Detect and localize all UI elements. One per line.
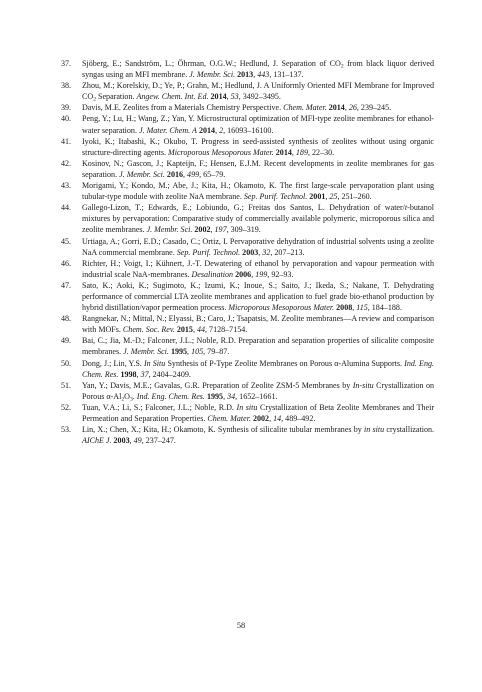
italic-segment: Sep. Purif. Technol. (243, 192, 308, 202)
reference-number: 45. (61, 236, 72, 246)
text-segment: -butanol mixtures by pervaporation: Comparative study of commercially available polymeric, microporous silica and zeolite membranes. (82, 203, 434, 235)
text-segment: Iyoki, K.; Itabashi, K.; Okubo, T. Progress in seed-assisted synthesis of zeolites without using organic structure-directing agents. (82, 136, 434, 157)
italic-segment: 37 (140, 369, 149, 379)
italic-segment: 199 (255, 269, 268, 279)
text-segment: , 309–319. (226, 225, 261, 235)
text-segment: Rangnekar, N.; Mittal, N.; Elyassi, B.; Caro, J.; Tsapatsis, M. Zeolite membranes—A review and comparison with MOFs. (82, 314, 434, 335)
year-segment: 1998 (120, 369, 137, 379)
reference-item (61, 136, 434, 158)
text-segment: Urtiaga, A.; Gorri, E.D.; Casado, C.; Ortiz, I. Pervaporative dehydration of industrial solvents using a zeolite NaA commercial membrane. (82, 236, 434, 257)
text-segment: , (325, 192, 330, 202)
text-segment: , (183, 169, 188, 179)
year-segment: 2008 (336, 303, 353, 313)
text-segment: Crystallization on Porous α-Al (82, 380, 434, 401)
italic-segment: 26 (348, 103, 357, 113)
italic-segment: J. Membr. Sci. (146, 225, 193, 235)
subscript: 2 (93, 96, 96, 103)
year-segment: 2014 (198, 125, 216, 135)
italic-segment: Chem. Soc. Rev. (122, 325, 175, 335)
text-segment: Lin, X.; Chen, X.; Kita, H.; Okamoto, K. Synthesis of silicalite tubular membranes by (82, 425, 365, 435)
italic-segment: Chem. Mater. (283, 103, 327, 113)
reference-number: 53. (61, 425, 72, 435)
italic-segment: Sep. Purif. Technol. (176, 247, 241, 257)
text-segment: Separation. (96, 92, 137, 102)
text-segment: , (187, 347, 192, 357)
reference-item (61, 424, 434, 446)
year-segment: 2002 (194, 225, 211, 235)
italic-segment: J. Membr. Sci. (119, 169, 165, 179)
reference-number: 41. (61, 136, 72, 146)
subscript: 3 (129, 396, 133, 403)
text-segment: crystallization. (384, 425, 434, 435)
year-segment: 2015 (176, 325, 193, 335)
reference-text (82, 103, 391, 112)
italic-segment: 14 (273, 414, 282, 423)
year-segment: 1995 (206, 391, 224, 401)
text-segment: Gallego-Lizon, T.; Edwards, E.; Lobiundo, G.; Freitas dos Santos, L. Dehydration of water/ (82, 203, 405, 213)
text-segment: Peng, Y.; Lu, H.; Wang, Z.; Yan, Y. Microstructural optimization of MFI-type zeolite membranes for ethanol-water separation. (82, 114, 434, 135)
reference-text (82, 259, 434, 279)
reference-text (82, 59, 434, 79)
reference-text (82, 137, 434, 157)
reference-number: 51. (61, 380, 72, 390)
reference-text (82, 425, 434, 445)
italic-segment: t (404, 203, 408, 213)
italic-segment: 2 (219, 125, 224, 135)
text-segment: , (251, 269, 256, 279)
reference-item (61, 236, 434, 258)
italic-segment: 443 (257, 70, 270, 80)
italic-segment: In situ (236, 402, 258, 412)
reference-text (82, 314, 434, 334)
reference-item (61, 180, 434, 202)
text-segment: , 3492–3495. (238, 92, 281, 102)
italic-segment: J. Membr. Sci. (189, 70, 236, 80)
year-segment: 2006 (235, 269, 252, 279)
reference-item (61, 335, 434, 357)
reference-text (82, 381, 434, 401)
reference-number: 39. (61, 103, 72, 113)
reference-item (61, 202, 434, 235)
reference-text (82, 81, 434, 101)
reference-list (61, 58, 434, 446)
text-segment: Crystallization of Beta Zeolite Membranes and Their Permeation and Separation Properties. (82, 402, 434, 423)
text-segment: , 207–213. (270, 247, 305, 257)
text-segment: , (269, 414, 274, 423)
text-segment: , 79–87. (203, 347, 230, 357)
text-segment: Bai, C.; Jia, M.-D.; Falconer, J.L.; Noble, R.D. Preparation and separation properties of silicalite composite membranes. (82, 336, 434, 357)
reference-text (82, 336, 434, 356)
italic-segment: Microporous Mesoporous Mater. (168, 147, 274, 157)
italic-segment: 34 (227, 391, 236, 401)
text-segment: , 16093–16100. (223, 125, 274, 135)
text-segment: , (129, 436, 134, 446)
italic-segment: 115 (356, 303, 368, 313)
text-segment: Synthesis of P-Type Zeolite Membranes on Porous α-Alumina Supports. (165, 358, 405, 368)
italic-segment: Ind. Eng. Chem. Res. (82, 358, 434, 379)
italic-segment: 197 (214, 225, 227, 235)
reference-number: 52. (61, 402, 72, 412)
year-segment: 2014 (328, 103, 345, 113)
text-segment: , (223, 391, 228, 401)
text-segment: , (136, 369, 141, 379)
reference-number: 48. (61, 314, 72, 324)
text-segment: , 7128–7154. (205, 325, 248, 335)
subscript: 2 (340, 63, 344, 70)
page-number: 58 (236, 621, 246, 630)
year-segment: 2013 (237, 70, 254, 80)
reference-item (61, 113, 434, 135)
reference-text (82, 237, 434, 257)
reference-text (82, 114, 434, 134)
reference-number: 43. (61, 181, 72, 191)
italic-segment: 499 (187, 169, 200, 179)
text-segment: , (344, 103, 349, 113)
text-segment: , (210, 225, 215, 235)
reference-item (61, 80, 434, 102)
text-segment: , 237–247. (141, 436, 176, 446)
italic-segment: 44 (196, 325, 206, 335)
reference-item (61, 402, 434, 424)
reference-text (82, 203, 434, 234)
italic-segment: 32 (262, 247, 271, 257)
reference-item (61, 58, 434, 80)
reference-number: 37. (61, 59, 72, 68)
text-segment: Dong, J.; Lin, Y.S. (82, 358, 144, 368)
reference-item (61, 158, 434, 180)
reference-item (61, 258, 434, 280)
reference-item (61, 313, 434, 335)
text-segment: Zhou, M.; Korelskiy, D.; Ye, P.; Grahn, M.; Hedlund, J. A Uniformly Oriented MFI Membrane for Improved CO (82, 81, 434, 102)
italic-segment: 25 (329, 192, 338, 202)
reference-number: 38. (61, 81, 72, 91)
text-segment: , (226, 92, 231, 102)
text-segment: , 184–188. (367, 303, 402, 313)
reference-text (82, 403, 434, 423)
italic-segment: AIChE J. (82, 436, 112, 446)
year-segment: 2016 (166, 169, 184, 179)
text-segment: , (352, 303, 357, 313)
year-segment: 2001 (309, 192, 326, 202)
text-segment: Sjöberg, E.; Sandström, L.; Öhrman, O.G.W.; Hedlund, J. Separation of CO (82, 59, 341, 68)
reference-text (82, 159, 434, 179)
text-segment: Yan, Y.; Davis, M.E.; Gavalas, G.R. Preparation of Zeolite ZSM-5 Membranes by (82, 380, 353, 390)
text-segment: Kosinov, N.; Gascon, J.; Kapteijn, F.; Hensen, E.J.M. Recent developments in zeolite membranes for gas separation. (82, 158, 434, 179)
reference-number: 40. (61, 114, 72, 124)
year-segment: 1995 (170, 347, 188, 357)
reference-item (61, 358, 434, 380)
reference-number: 44. (61, 203, 72, 213)
year-segment: 2014 (275, 147, 292, 157)
italic-segment: J. Mater. Chem. A (138, 125, 197, 135)
italic-segment: Ind. Eng. Chem. Res. (136, 391, 205, 401)
italic-segment: 189 (295, 147, 308, 157)
reference-text (82, 281, 434, 312)
text-segment: , 22–30. (307, 147, 335, 157)
italic-segment: 105 (191, 347, 204, 357)
text-segment: , (291, 147, 296, 157)
text-segment: , 131–137. (269, 70, 304, 80)
reference-item (61, 280, 434, 313)
text-segment: O (124, 391, 130, 401)
italic-segment: 49 (133, 436, 142, 446)
reference-text (82, 181, 434, 201)
year-segment: 2003 (242, 247, 259, 257)
text-segment: Davis, M.E. Zeolites from a Materials Chemistry Perspective. (82, 103, 284, 113)
text-segment: , 2404–2409. (148, 369, 191, 379)
reference-item (61, 380, 434, 402)
text-segment: , (253, 70, 258, 80)
text-segment: from black liquor derived syngas using an MFI membrane. (82, 59, 434, 80)
italic-segment: in situ (364, 425, 385, 435)
year-segment: 2003 (113, 436, 130, 446)
text-segment: , (192, 325, 197, 335)
year-segment: 2014 (210, 92, 227, 102)
text-segment: Morigami, Y.; Kondo, M.; Abe, J.; Kita, H.; Okamoto, K. The first large-scale pervaporation plant using tubular-type module with zeolite NaA membrane. (82, 181, 434, 202)
text-segment: , (258, 247, 263, 257)
text-segment: , 239–245. (356, 103, 392, 113)
reference-number: 47. (61, 280, 72, 290)
italic-segment: Angew. Chem. Int. Ed. (136, 92, 209, 102)
reference-number: 50. (61, 358, 72, 368)
text-segment: , 489–492. (281, 414, 316, 423)
text-segment: , 65–79. (199, 169, 226, 179)
reference-text (82, 359, 434, 379)
reference-item (61, 102, 434, 113)
text-segment: Richter, H.; Voigt, I.; Kühnert, J.-T. Dewatering of ethanol by pervaporation and vapour permeation with industrial scale NaA-membranes. (82, 258, 434, 279)
text-segment: . (132, 391, 137, 401)
reference-number: 42. (61, 158, 72, 168)
subscript: 2 (121, 396, 125, 403)
text-segment: , 92–93. (267, 269, 294, 279)
year-segment: 2002 (252, 414, 270, 423)
text-segment: , (215, 125, 220, 135)
italic-segment: In-situ (352, 380, 374, 390)
italic-segment: Microporous Mesoporous Mater. (228, 303, 335, 313)
text-segment: , 251–260. (337, 192, 372, 202)
reference-number: 46. (61, 258, 72, 268)
italic-segment: Chem. Mater. (207, 414, 251, 423)
text-segment: , 1652–1661. (235, 391, 278, 401)
text-segment: Tuan, V.A.; Li, S.; Falconer, J.L.; Noble, R.D. (82, 402, 237, 412)
italic-segment: J. Membr. Sci. (123, 347, 169, 357)
italic-segment: Desalination (191, 269, 234, 279)
italic-segment: In Situ (143, 358, 166, 368)
italic-segment: 53 (230, 92, 239, 102)
reference-number: 49. (61, 336, 72, 346)
text-segment: Sato, K.; Aoki, K.; Sugimoto, K.; Izumi, K.; Inoue, S.; Saito, J.; Ikeda, S.; Nakane, T. Dehydrating performance of commercial LTA zeolite membranes and application to fuel grade bio-ethanol production by hybrid distillation/vapor permeation process. (82, 280, 434, 313)
